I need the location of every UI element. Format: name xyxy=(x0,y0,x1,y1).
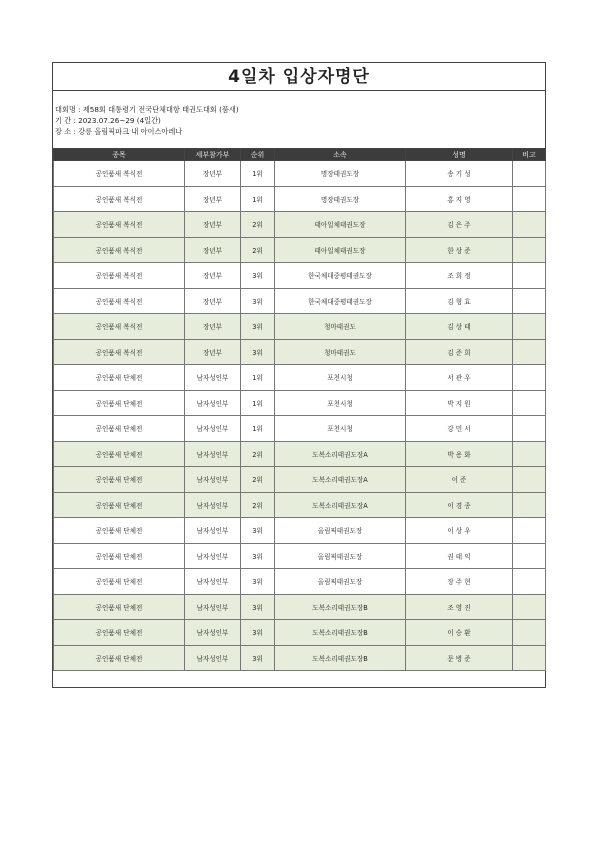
table-row xyxy=(54,416,546,442)
cell-event: 공인품새 단체전 xyxy=(54,594,185,620)
cell-name: 장 주 현 xyxy=(406,569,513,595)
cell-division: 남자성인부 xyxy=(185,594,241,620)
cell-event: 공인품새 복식전 xyxy=(54,263,185,289)
cell-name: 박 지 원 xyxy=(406,390,513,416)
cell-event: 공인품새 단체전 xyxy=(54,518,185,544)
period-line: 기 간 : 2023.07.26~29 (4일간) xyxy=(55,116,161,125)
cell-division: 남자성인부 xyxy=(185,365,241,391)
cell-team: 청마태권도 xyxy=(275,339,406,365)
cell-note xyxy=(513,543,546,569)
cell-team: 포천시청 xyxy=(275,365,406,391)
cell-division: 남자성인부 xyxy=(185,620,241,646)
cell-name: 김 상 태 xyxy=(406,314,513,340)
table-row xyxy=(54,237,546,263)
cell-division: 장년부 xyxy=(185,263,241,289)
table-row xyxy=(54,543,546,569)
results-sheet xyxy=(52,62,546,688)
cell-name: 이 상 우 xyxy=(406,518,513,544)
table-row xyxy=(54,161,546,187)
cell-team: 올림픽태권도장 xyxy=(275,569,406,595)
cell-team: 명장태권도장 xyxy=(275,186,406,212)
table-row xyxy=(54,288,546,314)
cell-name: 이 경 종 xyxy=(406,492,513,518)
cell-note xyxy=(513,314,546,340)
col-header-name: 성명 xyxy=(406,149,513,161)
cell-rank: 2위 xyxy=(241,212,275,238)
cell-name: 이 승 환 xyxy=(406,620,513,646)
cell-rank: 3위 xyxy=(241,594,275,620)
cell-division: 남자성인부 xyxy=(185,492,241,518)
col-header-event: 종목 xyxy=(54,149,185,161)
cell-rank: 1위 xyxy=(241,416,275,442)
col-header-division: 세부참가부 xyxy=(185,149,241,161)
cell-rank: 2위 xyxy=(241,237,275,263)
page-title: 4일차 입상자명단 xyxy=(53,64,545,91)
cell-event: 공인품새 단체전 xyxy=(54,416,185,442)
cell-name: 송 기 성 xyxy=(406,161,513,187)
cell-event: 공인품새 단체전 xyxy=(54,620,185,646)
cell-note xyxy=(513,161,546,187)
cell-note xyxy=(513,569,546,595)
table-row xyxy=(54,339,546,365)
cell-rank: 3위 xyxy=(241,339,275,365)
table-row xyxy=(54,492,546,518)
cell-note xyxy=(513,339,546,365)
cell-event: 공인품새 단체전 xyxy=(54,492,185,518)
cell-event: 공인품새 단체전 xyxy=(54,390,185,416)
cell-rank: 1위 xyxy=(241,161,275,187)
cell-division: 장년부 xyxy=(185,186,241,212)
table-row xyxy=(54,263,546,289)
winners-table xyxy=(53,148,546,671)
cell-rank: 2위 xyxy=(241,492,275,518)
cell-event: 공인품새 단체전 xyxy=(54,365,185,391)
cell-note xyxy=(513,416,546,442)
cell-note xyxy=(513,288,546,314)
cell-event: 공인품새 단체전 xyxy=(54,467,185,493)
cell-rank: 3위 xyxy=(241,645,275,671)
cell-rank: 1위 xyxy=(241,390,275,416)
cell-division: 장년부 xyxy=(185,339,241,365)
table-row xyxy=(54,518,546,544)
cell-rank: 2위 xyxy=(241,441,275,467)
cell-team: 한국체대중평태권도장 xyxy=(275,288,406,314)
col-header-team: 소속 xyxy=(275,149,406,161)
cell-note xyxy=(513,441,546,467)
cell-division: 장년부 xyxy=(185,237,241,263)
cell-division: 남자성인부 xyxy=(185,645,241,671)
cell-division: 남자성인부 xyxy=(185,416,241,442)
cell-team: 도복소리태권도장A xyxy=(275,467,406,493)
cell-name: 이 준 xyxy=(406,467,513,493)
table-row xyxy=(54,620,546,646)
cell-event: 공인품새 복식전 xyxy=(54,288,185,314)
cell-division: 남자성인부 xyxy=(185,441,241,467)
cell-note xyxy=(513,467,546,493)
table-header-row xyxy=(54,149,546,161)
table-row xyxy=(54,594,546,620)
cell-name: 김 은 주 xyxy=(406,212,513,238)
cell-team: 도복소리태권도장B xyxy=(275,645,406,671)
cell-division: 장년부 xyxy=(185,288,241,314)
cell-event: 공인품새 복식전 xyxy=(54,212,185,238)
cell-event: 공인품새 복식전 xyxy=(54,161,185,187)
table-row xyxy=(54,186,546,212)
cell-team: 도복소리태권도장A xyxy=(275,441,406,467)
cell-name: 조 희 정 xyxy=(406,263,513,289)
cell-name: 김 형 효 xyxy=(406,288,513,314)
cell-event: 공인품새 복식전 xyxy=(54,237,185,263)
cell-rank: 3위 xyxy=(241,314,275,340)
cell-team: 명장태권도장 xyxy=(275,161,406,187)
cell-rank: 3위 xyxy=(241,543,275,569)
cell-event: 공인품새 복식전 xyxy=(54,186,185,212)
cell-name: 박 용 화 xyxy=(406,441,513,467)
table-row xyxy=(54,390,546,416)
cell-team: 올림픽태권도장 xyxy=(275,543,406,569)
table-row xyxy=(54,569,546,595)
table-row xyxy=(54,645,546,671)
cell-team: 청마태권도 xyxy=(275,314,406,340)
cell-note xyxy=(513,645,546,671)
cell-name: 강 민 서 xyxy=(406,416,513,442)
cell-note xyxy=(513,365,546,391)
cell-division: 남자성인부 xyxy=(185,518,241,544)
cell-division: 남자성인부 xyxy=(185,543,241,569)
cell-team: 도복소리태권도장B xyxy=(275,620,406,646)
cell-note xyxy=(513,212,546,238)
table-row xyxy=(54,212,546,238)
event-name-line: 대회명 : 제58회 대통령기 전국단체대항 태권도대회 (품새) xyxy=(55,105,239,114)
table-row xyxy=(54,314,546,340)
cell-note xyxy=(513,186,546,212)
cell-rank: 3위 xyxy=(241,620,275,646)
cell-note xyxy=(513,620,546,646)
cell-note xyxy=(513,237,546,263)
cell-team: 올림픽태권도장 xyxy=(275,518,406,544)
cell-team: 태아일체태권도장 xyxy=(275,237,406,263)
cell-name: 한 상 준 xyxy=(406,237,513,263)
table-row xyxy=(54,365,546,391)
cell-team: 태아일체태권도장 xyxy=(275,212,406,238)
cell-rank: 3위 xyxy=(241,518,275,544)
cell-division: 장년부 xyxy=(185,161,241,187)
cell-rank: 3위 xyxy=(241,288,275,314)
venue-line: 장 소 : 강릉 올림픽파크 내 아이스아레나 xyxy=(55,127,183,136)
table-row xyxy=(54,467,546,493)
cell-note xyxy=(513,594,546,620)
cell-division: 장년부 xyxy=(185,314,241,340)
cell-team: 한국체대중평태권도장 xyxy=(275,263,406,289)
cell-team: 도복소리태권도장A xyxy=(275,492,406,518)
cell-rank: 3위 xyxy=(241,263,275,289)
cell-team: 포천시청 xyxy=(275,416,406,442)
cell-event: 공인품새 단체전 xyxy=(54,569,185,595)
cell-name: 권 태 익 xyxy=(406,543,513,569)
cell-rank: 3위 xyxy=(241,569,275,595)
cell-note xyxy=(513,263,546,289)
cell-team: 포천시청 xyxy=(275,390,406,416)
cell-name: 문 병 준 xyxy=(406,645,513,671)
cell-event: 공인품새 복식전 xyxy=(54,339,185,365)
cell-name: 김 준 희 xyxy=(406,339,513,365)
cell-name: 서 관 우 xyxy=(406,365,513,391)
cell-name: 홍 지 영 xyxy=(406,186,513,212)
cell-note xyxy=(513,518,546,544)
cell-rank: 2위 xyxy=(241,467,275,493)
cell-event: 공인품새 복식전 xyxy=(54,314,185,340)
cell-team: 도복소리태권도장B xyxy=(275,594,406,620)
cell-rank: 1위 xyxy=(241,365,275,391)
cell-event: 공인품새 단체전 xyxy=(54,645,185,671)
col-header-rank: 순위 xyxy=(241,149,275,161)
col-header-note: 비고 xyxy=(513,149,546,161)
cell-rank: 1위 xyxy=(241,186,275,212)
cell-note xyxy=(513,390,546,416)
cell-division: 남자성인부 xyxy=(185,467,241,493)
cell-name: 조 영 진 xyxy=(406,594,513,620)
cell-division: 장년부 xyxy=(185,212,241,238)
cell-division: 남자성인부 xyxy=(185,390,241,416)
cell-note xyxy=(513,492,546,518)
cell-division: 남자성인부 xyxy=(185,569,241,595)
table-row xyxy=(54,441,546,467)
cell-event: 공인품새 단체전 xyxy=(54,441,185,467)
cell-event: 공인품새 단체전 xyxy=(54,543,185,569)
